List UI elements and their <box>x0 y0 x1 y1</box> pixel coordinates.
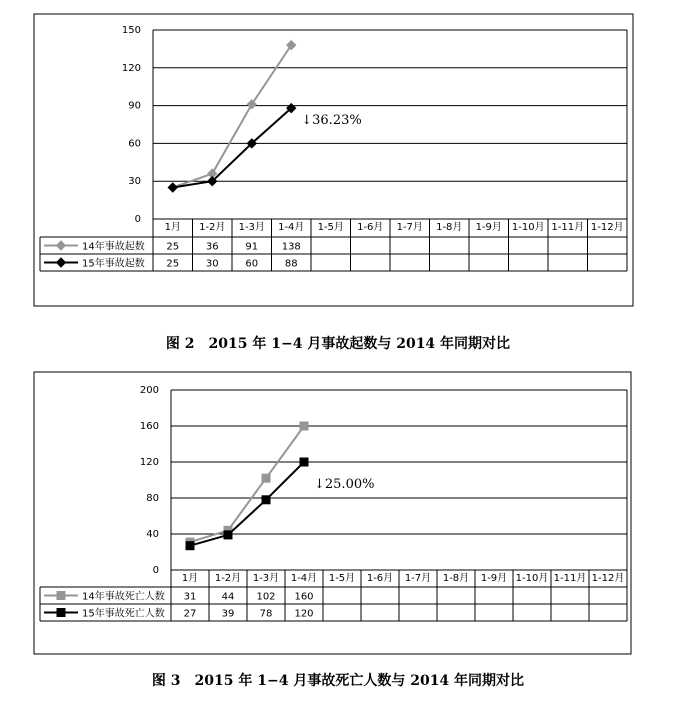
x-tick-label: 1-12月 <box>590 222 624 233</box>
data-point <box>300 458 308 466</box>
y-tick-label: 80 <box>146 493 159 504</box>
table-cell-value: 102 <box>256 591 276 603</box>
x-tick-label: 1-3月 <box>252 573 280 584</box>
y-tick-label: 120 <box>139 457 159 468</box>
data-point <box>186 542 194 550</box>
x-tick-label: 1-4月 <box>290 573 318 584</box>
x-tick-label: 1-11月 <box>551 222 585 233</box>
data-point <box>262 496 270 504</box>
y-tick-label: 40 <box>146 529 159 540</box>
x-tick-label: 1-6月 <box>366 573 394 584</box>
x-tick-label: 1月 <box>164 222 181 233</box>
series-line <box>190 426 304 542</box>
legend-key-marker <box>57 592 65 600</box>
x-tick-label: 1-11月 <box>553 573 587 584</box>
x-tick-label: 1-2月 <box>214 573 242 584</box>
legend-label: 15年事故起数 <box>82 258 145 270</box>
y-tick-label: 160 <box>139 421 159 432</box>
y-tick-label: 0 <box>134 214 141 225</box>
y-tick-label: 30 <box>128 176 141 188</box>
x-tick-label: 1-9月 <box>480 573 508 584</box>
y-tick-label: 120 <box>121 62 141 74</box>
table-cell-value: 88 <box>284 258 298 270</box>
table-cell-value: 30 <box>205 258 219 270</box>
x-tick-label: 1-7月 <box>404 573 432 584</box>
chart-1 <box>34 14 633 352</box>
x-tick-label: 1-10月 <box>515 573 549 584</box>
legend-label: 14年事故起数 <box>82 241 145 253</box>
chart-2 <box>34 372 631 689</box>
table-cell-value: 91 <box>245 241 259 253</box>
data-point <box>300 422 308 430</box>
figure-caption: 图 2 2015 年 1−4 月事故起数与 2014 年同期对比 <box>165 336 511 352</box>
x-tick-label: 1-6月 <box>357 222 384 233</box>
table-cell-value: 25 <box>166 258 180 270</box>
x-tick-label: 1-5月 <box>317 222 344 233</box>
x-tick-label: 1-4月 <box>278 222 305 233</box>
x-tick-label: 1-2月 <box>199 222 226 233</box>
table-cell-value: 31 <box>183 591 197 603</box>
table-cell-value: 25 <box>166 241 180 253</box>
legend-key-marker <box>57 258 66 267</box>
table-cell-value: 138 <box>281 241 301 253</box>
x-tick-label: 1-9月 <box>475 222 502 233</box>
data-point <box>168 183 177 192</box>
legend-key-marker <box>57 241 66 250</box>
figure-caption: 图 3 2015 年 1−4 月事故死亡人数与 2014 年同期对比 <box>151 673 525 689</box>
change-annotation: ↓25.00% <box>314 477 375 492</box>
table-cell-value: 39 <box>221 608 235 620</box>
y-tick-label: 200 <box>139 385 159 396</box>
table-cell-value: 160 <box>294 591 314 603</box>
x-tick-label: 1-10月 <box>511 222 545 233</box>
series-line <box>173 45 292 187</box>
x-tick-label: 1月 <box>181 573 199 584</box>
legend-label: 15年事故死亡人数 <box>82 608 165 620</box>
legend-key-marker <box>57 609 65 617</box>
x-tick-label: 1-5月 <box>328 573 356 584</box>
table-cell-value: 120 <box>294 608 314 620</box>
x-tick-label: 1-8月 <box>436 222 463 233</box>
x-tick-label: 1-12月 <box>591 573 625 584</box>
x-tick-label: 1-8月 <box>442 573 470 584</box>
y-tick-label: 0 <box>152 565 159 576</box>
data-point <box>262 474 270 482</box>
legend-label: 14年事故死亡人数 <box>82 591 165 603</box>
table-cell-value: 60 <box>245 258 259 270</box>
y-tick-label: 90 <box>128 100 141 112</box>
table-cell-value: 78 <box>259 608 273 620</box>
table-cell-value: 36 <box>205 241 219 253</box>
y-tick-label: 150 <box>121 25 141 36</box>
data-point <box>224 531 232 539</box>
x-tick-label: 1-3月 <box>238 222 265 233</box>
table-cell-value: 27 <box>183 608 197 620</box>
series-line <box>173 108 292 187</box>
x-tick-label: 1-7月 <box>396 222 423 233</box>
y-tick-label: 60 <box>128 138 141 150</box>
table-cell-value: 44 <box>221 591 235 603</box>
change-annotation: ↓36.23% <box>301 113 362 129</box>
